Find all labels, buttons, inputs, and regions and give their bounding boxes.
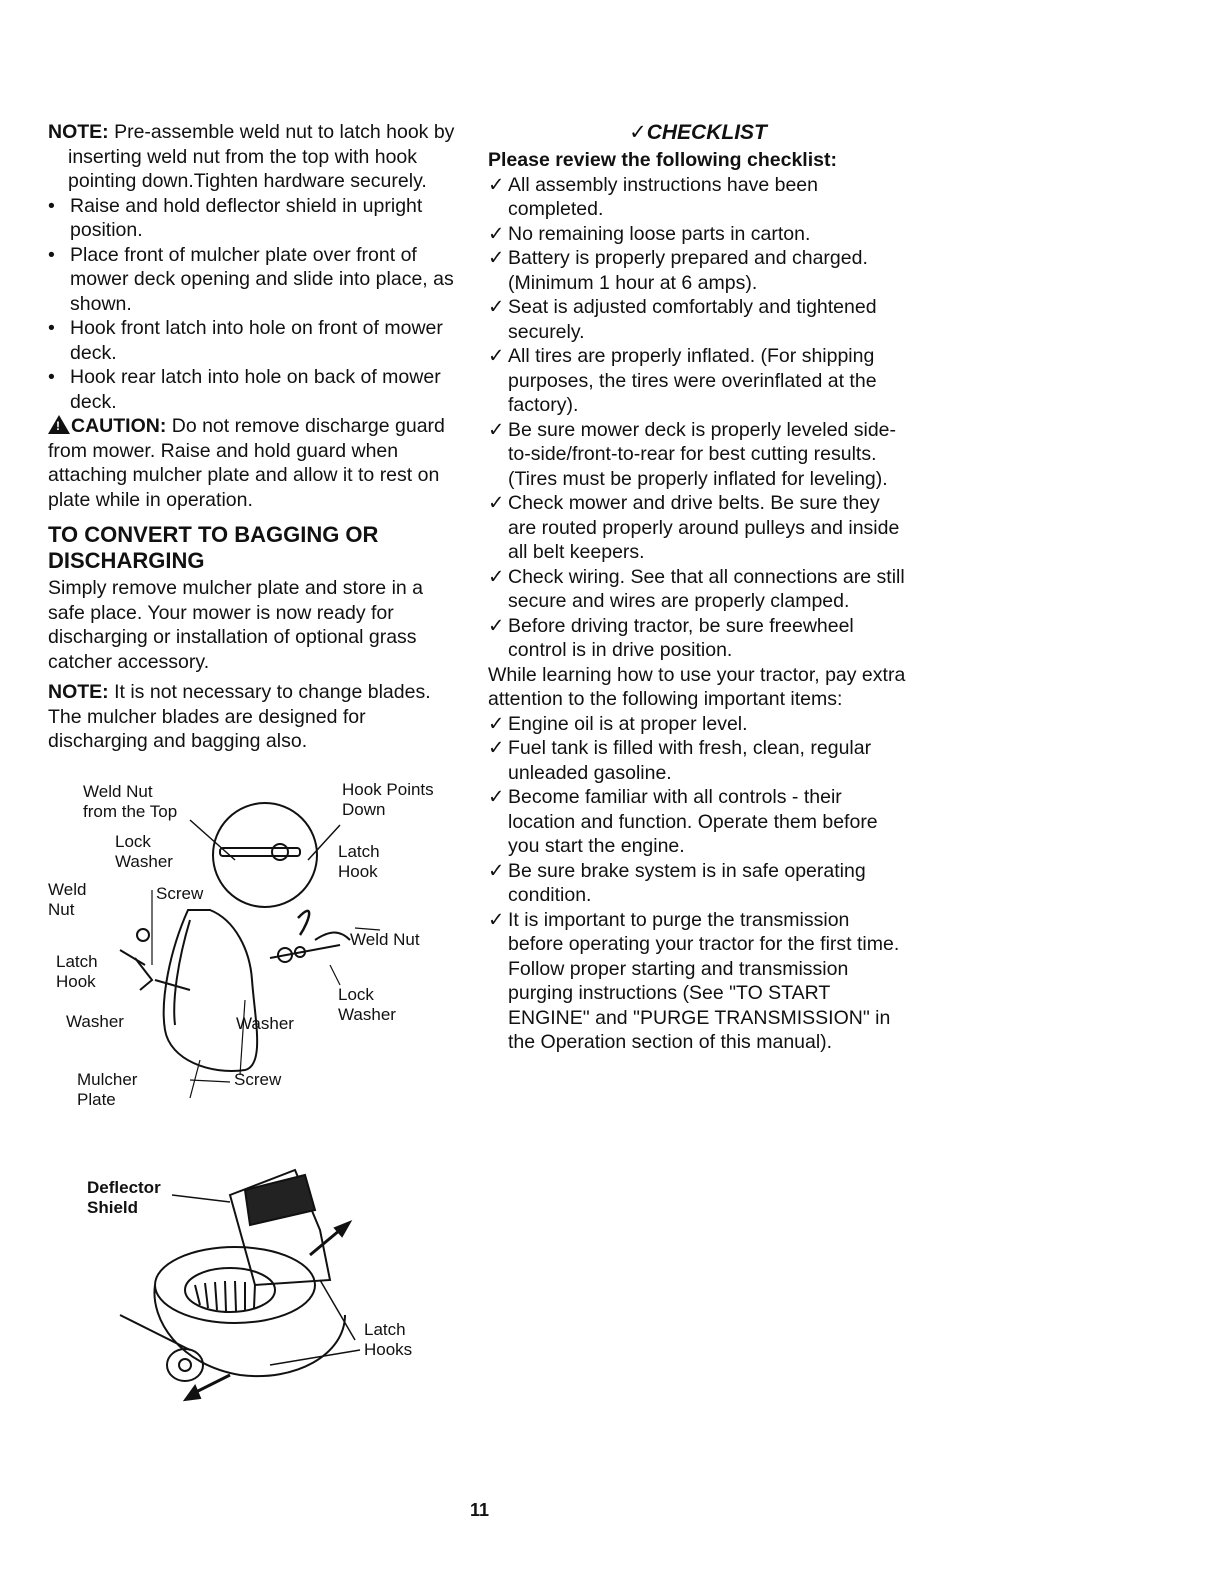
- checklist-item-text: No remaining loose parts in carton.: [508, 222, 811, 245]
- label-deflector-shield: Deflector Shield: [87, 1178, 161, 1217]
- checklist-item-text: Before driving tractor, be sure freewheel control is in drive position.: [508, 614, 854, 661]
- checklist-item: [488, 859, 908, 908]
- checklist-item: [488, 222, 908, 247]
- label-weld-nut-top: Weld Nut from the Top: [83, 782, 178, 821]
- checklist-item-text: Check wiring. See that all connections are still secure and wires are properly clamped.: [508, 565, 905, 612]
- list-item: [48, 316, 463, 365]
- checkmark-icon: ✓: [488, 786, 505, 808]
- checklist-item-text: Fuel tank is filled with fresh, clean, regular unleaded gasoline.: [508, 737, 872, 784]
- checkmark-icon: ✓: [488, 296, 505, 318]
- label-lock-washer-right: Lock Washer: [338, 985, 396, 1024]
- checklist-item: [488, 712, 908, 737]
- label-hook-points-down: Hook Points Down: [342, 780, 434, 819]
- checklist-item-text: All assembly instructions have been completed.: [508, 173, 818, 220]
- checkmark-icon: ✓: [488, 614, 505, 637]
- checklist-item-text: Become familiar with all controls - their location and function. Operate them before you start the engine.: [508, 786, 878, 857]
- checklist-item-text: Seat is adjusted comfortably and tightened securely.: [508, 296, 877, 343]
- checkmark-icon: ✓: [488, 247, 505, 269]
- bullet-text: Place front of mulcher plate over front of mower deck opening and slide into place, as shown.: [70, 243, 454, 315]
- checkmark-icon: ✓: [488, 222, 505, 245]
- note-text: It is not necessary to change blades. The mulcher blades are designed for discharging and bagging also.: [48, 681, 431, 752]
- label-screw-bottom: Screw: [234, 1070, 282, 1089]
- checkmark-icon: ✓: [488, 345, 505, 367]
- label-latch-hook-left: Latch Hook: [56, 952, 98, 991]
- checkmark-icon: ✓: [488, 859, 505, 882]
- checklist-item-text: Battery is properly prepared and charged. (Minimum 1 hour at 6 amps).: [508, 247, 868, 294]
- label-weld-nut-right: Weld Nut: [350, 930, 420, 949]
- label-washer-left: Washer: [66, 1012, 124, 1031]
- note-label: NOTE:: [48, 121, 109, 143]
- checklist-item: [488, 173, 908, 222]
- right-column: [488, 120, 908, 1055]
- label-weld-nut-left: Weld Nut: [48, 880, 87, 919]
- checklist-intro: Please review the following checklist:: [488, 149, 837, 171]
- checklist-item-text: Engine oil is at proper level.: [508, 712, 748, 735]
- bullet-icon: •: [48, 243, 55, 266]
- checkmark-icon: ✓: [488, 173, 505, 196]
- bullet-text: Hook front latch into hole on front of mower deck.: [70, 317, 443, 364]
- page-number: 11: [470, 1500, 490, 1520]
- checklist-title-text: CHECKLIST: [646, 121, 767, 144]
- label-latch-hook-right: Latch Hook: [338, 842, 380, 881]
- checklist-item: [488, 736, 908, 785]
- checkmark-icon: ✓: [488, 565, 505, 588]
- mulcher-assembly-figure: [40, 780, 460, 1130]
- checklist-item: [488, 418, 908, 492]
- warning-triangle-icon: [48, 415, 70, 434]
- checklist-item-text: All tires are properly inflated. (For shipping purposes, the tires were overinflated at the factory).: [508, 345, 877, 416]
- checklist-item: [488, 785, 908, 859]
- checklist-item-text: Be sure brake system is in safe operating condition.: [508, 859, 866, 906]
- list-item: [48, 243, 463, 317]
- bullet-text: Raise and hold deflector shield in upright position.: [70, 194, 423, 241]
- checklist-item: [488, 908, 908, 1055]
- bullet-text: Hook rear latch into hole on back of mower deck.: [70, 366, 441, 413]
- checklist-item: [488, 614, 908, 663]
- bullet-icon: •: [48, 194, 55, 217]
- bullet-icon: •: [48, 366, 55, 388]
- bullet-icon: •: [48, 317, 55, 339]
- checklist-item: [488, 565, 908, 614]
- label-washer-mid: Washer: [236, 1014, 294, 1033]
- checklist-item-text: Check mower and drive belts. Be sure they are routed properly around pulleys and inside all belt keepers.: [508, 492, 900, 563]
- label-lock-washer-top: Lock Washer: [115, 832, 173, 871]
- section-title: TO CONVERT TO BAGGING OR DISCHARGING: [48, 522, 379, 573]
- checkmark-icon: ✓: [488, 712, 505, 735]
- learning-paragraph: While learning how to use your tractor, pay extra attention to the following important items:: [488, 663, 906, 710]
- checklist-item-text: It is important to purge the transmission before operating your tractor for the first time. Follow proper starting and transmission purging instructions (See "TO START ENGINE" and "PURGE TRANSMISSION" in the Operation section of this manual).: [508, 908, 900, 1053]
- list-item: [48, 365, 463, 414]
- label-latch-hooks: Latch Hooks: [364, 1320, 413, 1359]
- section-text: Simply remove mulcher plate and store in a safe place. Your mower is now ready for discharging or installation of optional grass catcher accessory.: [48, 577, 424, 673]
- note-label: NOTE:: [48, 681, 109, 703]
- caution-text: Do not remove discharge guard from mower. Raise and hold guard when attaching mulcher plate and allow it to rest on plate while in operation.: [48, 415, 445, 511]
- caution-label: CAUTION:: [71, 415, 167, 437]
- checkmark-icon: ✓: [629, 121, 647, 144]
- checklist-item: [488, 295, 908, 344]
- checkmark-icon: ✓: [488, 492, 505, 514]
- checkmark-icon: ✓: [488, 737, 505, 759]
- checklist-title: [488, 120, 908, 146]
- left-column: [48, 120, 463, 754]
- checklist-item: [488, 246, 908, 295]
- checklist-item: [488, 491, 908, 565]
- label-screw-top: Screw: [156, 884, 204, 903]
- checkmark-icon: ✓: [488, 418, 505, 441]
- deflector-figure: [80, 1150, 440, 1410]
- note-preassemble: [48, 120, 463, 194]
- checkmark-icon: ✓: [488, 908, 505, 931]
- note-blades: [48, 680, 463, 754]
- caution-paragraph: [48, 414, 463, 512]
- checklist-item-text: Be sure mower deck is properly leveled side-to-side/front-to-rear for best cutting results. (Tires must be properly inflated for leveling).: [508, 418, 897, 490]
- list-item: [48, 194, 463, 243]
- label-mulcher-plate: Mulcher Plate: [77, 1070, 138, 1109]
- note-text: Pre-assemble weld nut to latch hook by inserting weld nut from the top with hook pointing down.Tighten hardware securely.: [68, 121, 455, 192]
- checklist-item: [488, 344, 908, 418]
